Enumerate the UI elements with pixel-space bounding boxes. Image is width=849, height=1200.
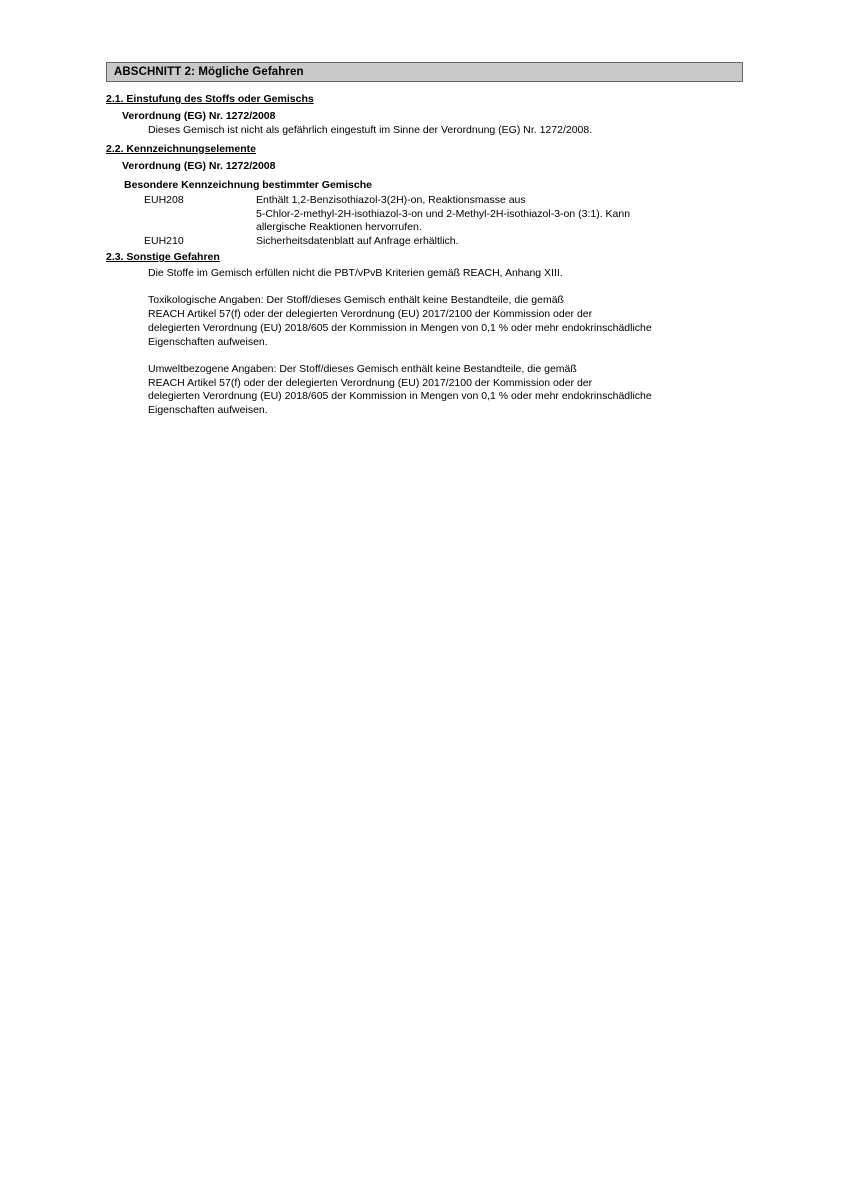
hazard-text-euh208-line-1: Enthält 1,2-Benzisothiazol-3(2H)-on, Reaktionsmasse aus [256,194,526,206]
section-23-env-line-3: delegierten Verordnung (EU) 2018/605 der Kommission in Mengen von 0,1 % oder mehr endokrinschädliche [148,390,652,402]
section-23-pbt-statement: Die Stoffe im Gemisch erfüllen nicht die PBT/vPvB Kriterien gemäß REACH, Anhang XIII. [148,267,563,279]
section-21-statement: Dieses Gemisch ist nicht als gefährlich eingestuft im Sinne der Verordnung (EG) Nr. 1272/2008. [148,124,593,136]
section-23-tox-line-1: Toxikologische Angaben: Der Stoff/dieses Gemisch enthält keine Bestandteile, die gemäß [148,294,564,306]
section-22-regulation: Verordnung (EG) Nr. 1272/2008 [122,160,276,172]
section-23-env-line-2: REACH Artikel 57(f) oder der delegierten Verordnung (EU) 2017/2100 der Kommission oder der [148,377,593,389]
hazard-text-euh208-line-3: allergische Reaktionen hervorrufen. [256,221,422,233]
hazard-code-euh210: EUH210 [144,235,184,247]
hazard-text-euh210-line-1: Sicherheitsdatenblatt auf Anfrage erhältlich. [256,235,459,247]
section-23-env-line-1: Umweltbezogene Angaben: Der Stoff/dieses Gemisch enthält keine Bestandteile, die gemäß [148,363,577,375]
hazard-code-euh208: EUH208 [144,194,184,206]
hazard-text-euh208-line-2: 5-Chlor-2-methyl-2H-isothiazol-3-on und 2-Methyl-2H-isothiazol-3-on (3:1). Kann [256,208,631,220]
heading-2-3: 2.3. Sonstige Gefahren [106,251,220,263]
section-21-regulation: Verordnung (EG) Nr. 1272/2008 [122,110,276,122]
heading-2-1: 2.1. Einstufung des Stoffs oder Gemischs [106,93,314,105]
section-header-title: ABSCHNITT 2: Mögliche Gefahren [114,66,304,78]
section-22-subheading: Besondere Kennzeichnung bestimmter Gemische [124,179,372,191]
heading-2-2: 2.2. Kennzeichnungselemente [106,143,256,155]
section-header-bar [106,62,743,82]
section-23-tox-line-2: REACH Artikel 57(f) oder der delegierten Verordnung (EU) 2017/2100 der Kommission oder der [148,308,593,320]
section-23-env-line-4: Eigenschaften aufweisen. [148,404,268,416]
section-23-tox-line-4: Eigenschaften aufweisen. [148,336,268,348]
section-23-tox-line-3: delegierten Verordnung (EU) 2018/605 der Kommission in Mengen von 0,1 % oder mehr endokrinschädliche [148,322,652,334]
